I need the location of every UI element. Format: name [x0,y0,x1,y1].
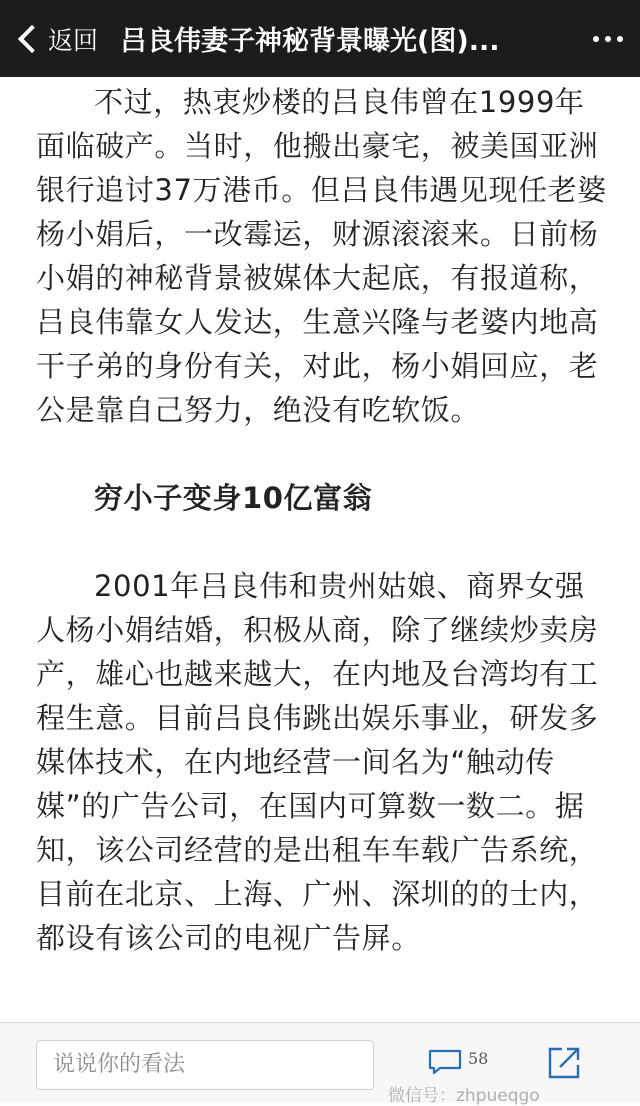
share-icon[interactable] [546,1045,582,1081]
more-dots-icon [605,36,611,42]
more-dots-icon [617,36,623,42]
comment-count: 58 [468,1049,489,1068]
comment-input[interactable]: 说说你的看法 [36,1040,374,1090]
page-title: 吕良伟妻子神秘背景曝光(图)... [120,26,500,57]
back-label: 返回 [48,25,99,55]
section-heading: 穷小子变身10亿富翁 [94,481,373,515]
more-dots-icon [593,36,599,42]
article-paragraph: 不过，热衷炒楼的吕良伟曾在1999年面临破产。当时，他搬出豪宅，被美国亚洲银行追讨37万港币。但吕良伟遇见现任老婆杨小娟后，一改霉运，财源滚滚来。日前杨小娟的神秘背景被媒体大起底，有报道称，吕良伟靠女人发达，生意兴隆与老婆内地高干子弟的身份有关，对此，杨小娟回应，老公是靠自己努力，绝没有吃软饭。 [36,85,607,427]
chevron-left-icon [18,24,46,52]
article-body [36,77,608,960]
more-options-button[interactable] [576,0,640,77]
comment-bar [0,1022,640,1106]
back-button[interactable] [0,0,106,77]
article-paragraph: 2001年吕良伟和贵州姑娘、商界女强人杨小娟结婚，积极从商，除了继续炒卖房产，雄心也越来越大，在内地及台湾均有工程生意。目前吕良伟跳出娱乐事业，研发多媒体技术，在内地经营一间名为“触动传媒”的广告公司，在国内可算数一数二。据知，该公司经营的是出租车车载广告系统，目前在北京、上海、广州、深圳的的士内，都设有该公司的电视广告屏。 [36,569,599,955]
top-nav-bar [0,0,640,77]
watermark-text: 微信号：zhpueqgo [388,1086,540,1106]
comment-icon[interactable] [428,1049,462,1075]
